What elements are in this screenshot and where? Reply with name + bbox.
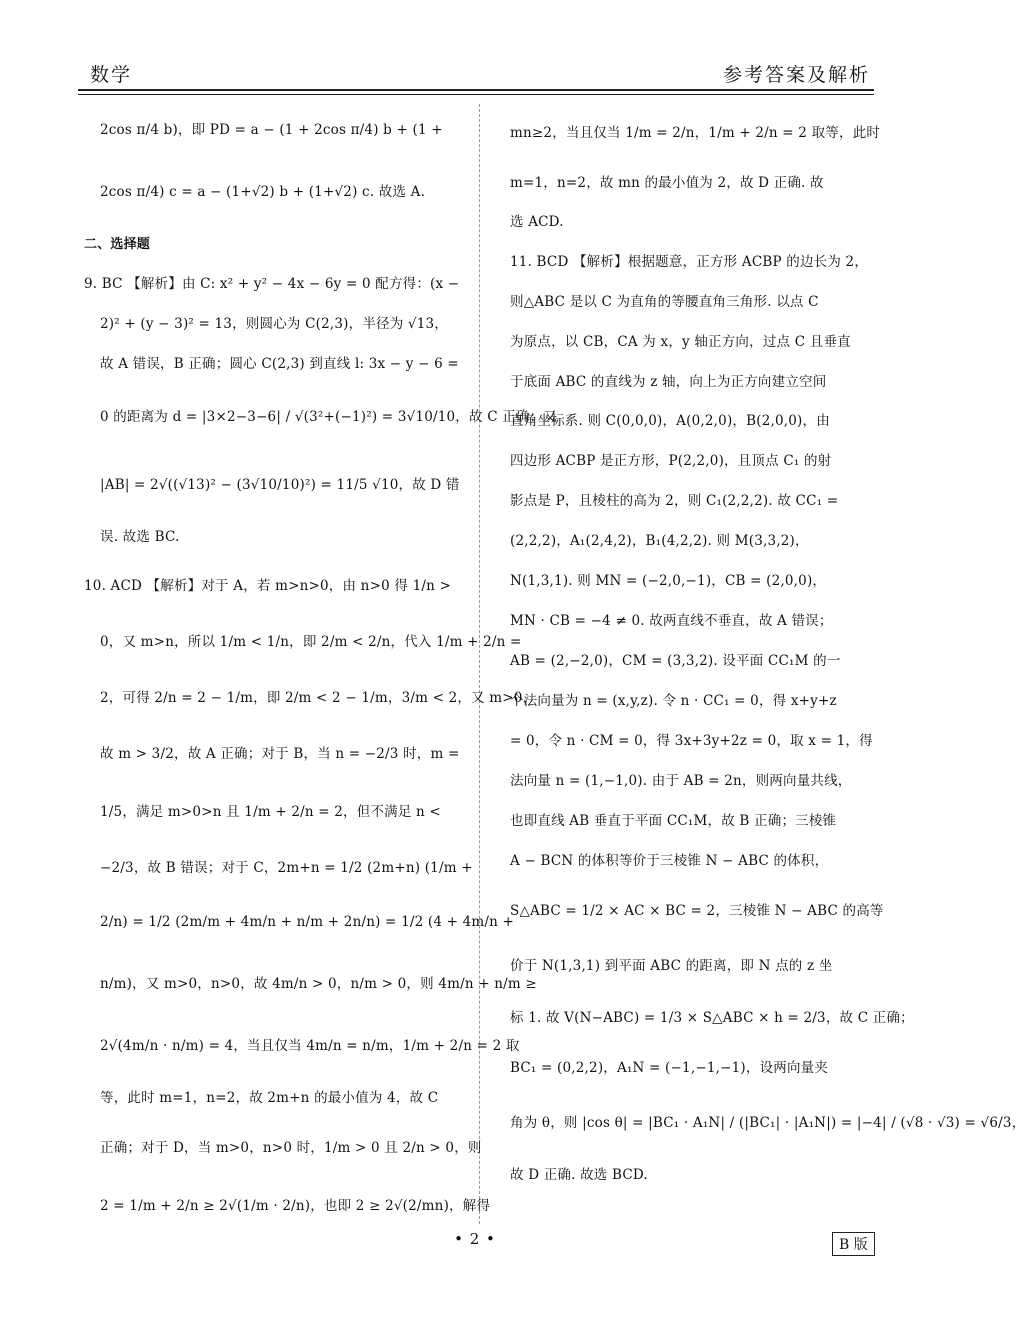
text-line: 正确；对于 D，当 m>0，n>0 时，1/m > 0 且 2/n > 0，则 [100,1140,482,1156]
text-line: −2/3，故 B 错误；对于 C，2m+n = 1/2 (2m+n) (1/m + [100,860,473,876]
text-line: 2 = 1/m + 2/n ≥ 2√(1/m · 2/n)，也即 2 ≥ 2√(2/mn)，解得 [100,1198,491,1214]
text-line: N(1,3,1). 则 MN = (−2,0,−1)，CB = (2,0,0)， [510,573,827,589]
text-line: 法向量 n = (1,−1,0). 由于 AB = 2n，则两向量共线， [510,773,852,789]
text-line: 为原点，以 CB，CA 为 x，y 轴正方向，过点 C 且垂直 [510,334,851,350]
text-line: 2，可得 2/n = 2 − 1/m，即 2/m < 2 − 1/m，3/m < 2，又 m>0， [100,690,537,706]
text-line: 也即直线 AB 垂直于平面 CC₁M，故 B 正确；三棱锥 [510,813,837,829]
text-line: n/m)，又 m>0，n>0，故 4m/n > 0，n/m > 0，则 4m/n + n/m ≥ [100,976,537,992]
column-divider [479,104,480,1224]
text-line: AB = (2,−2,0)，CM = (3,3,2). 设平面 CC₁M 的一 [510,653,841,669]
text-line: 0 的距离为 d = |3×2−3−6| / √(3²+(−1)²) = 3√10/10，故 C 正确；又 [100,409,558,425]
text-line: 2cos π/4) c = a − (1+√2) b + (1+√2) c. 故选 A. [100,184,426,200]
text-line: 选 ACD. [510,214,564,230]
page-number: • 2 • [454,1230,496,1248]
text-line: 1/5，满足 m>0>n 且 1/m + 2/n = 2，但不满足 n < [100,804,441,820]
text-line: 2/n) = 1/2 (2m/m + 4m/n + n/m + 2n/n) = 1/2 (4 + 4m/n + [100,914,515,930]
text-line: MN · CB = −4 ≠ 0. 故两直线不垂直，故 A 错误； [510,613,833,629]
text-line: 影点是 P，且棱柱的高为 2，则 C₁(2,2,2). 故 CC₁ = [510,493,839,509]
header-rule-thin [78,94,874,95]
text-line: 故 D 正确. 故选 BCD. [510,1167,648,1183]
text-line: mn≥2，当且仅当 1/m = 2/n，1/m + 2/n = 2 取等，此时 [510,125,881,141]
section-heading: 二、选择题 [84,237,151,252]
header-rule-thick [78,89,874,91]
text-line: 等，此时 m=1，n=2，故 2m+n 的最小值为 4，故 C [100,1090,439,1106]
text-line: 于底面 ABC 的直线为 z 轴，向上为正方向建立空间 [510,374,827,390]
text-line: 11. BCD 【解析】根据题意，正方形 ACBP 的边长为 2， [510,254,869,270]
text-line: 角为 θ，则 |cos θ| = |BC₁ · A₁N| / (|BC₁| · |A₁N|) = |−4| / (√8 · √3) = √6/3， [510,1115,1025,1131]
text-line: 故 A 错误，B 正确；圆心 C(2,3) 到直线 l: 3x − y − 6 = [100,356,459,372]
text-line: 则△ABC 是以 C 为直角的等腰直角三角形. 以点 C [510,294,819,310]
text-line: (2,2,2)，A₁(2,4,2)，B₁(4,2,2). 则 M(3,3,2)， [510,533,809,549]
text-line: |AB| = 2√((√13)² − (3√10/10)²) = 11/5 √10，故 D 错 [100,477,460,493]
text-line: 9. BC 【解析】由 C: x² + y² − 4x − 6y = 0 配方得：(x − [84,276,460,292]
text-line: 2cos π/4 b)，即 PD = a − (1 + 2cos π/4) b + (1 + [100,122,443,138]
text-line: 2√(4m/n · n/m) = 4，当且仅当 4m/n = n/m，1/m + 2/n = 2 取 [100,1038,520,1054]
text-line: 误. 故选 BC. [100,529,180,545]
subject-title: 数学 [90,64,133,86]
text-line: 标 1. 故 V(N−ABC) = 1/3 × S△ABC × h = 2/3，故 C 正确； [510,1010,914,1026]
text-line: A − BCN 的体积等价于三棱锥 N − ABC 的体积， [510,853,829,869]
text-line: BC₁ = (0,2,2)，A₁N = (−1,−1,−1)，设两向量夹 [510,1060,829,1076]
text-line: = 0，令 n · CM = 0，得 3x+3y+2z = 0，取 x = 1，得 [510,733,873,749]
text-line: 价于 N(1,3,1) 到平面 ABC 的距离，即 N 点的 z 坐 [510,958,833,974]
text-line: m=1，n=2，故 mn 的最小值为 2，故 D 正确. 故 [510,175,824,191]
text-line: 个法向量为 n = (x,y,z). 令 n · CC₁ = 0，得 x+y+z [510,693,837,709]
text-line: S△ABC = 1/2 × AC × BC = 2，三棱锥 N − ABC 的高等 [510,903,884,919]
version-badge: B 版 [832,1232,875,1256]
text-line: 直角坐标系. 则 C(0,0,0)，A(0,2,0)，B(2,0,0)，由 [510,413,830,429]
section-title: 参考答案及解析 [722,64,870,86]
text-line: 故 m > 3/2，故 A 正确；对于 B，当 n = −2/3 时，m = [100,746,460,762]
text-line: 10. ACD 【解析】对于 A，若 m>n>0，由 n>0 得 1/n > [84,578,451,594]
text-line: 2)² + (y − 3)² = 13，则圆心为 C(2,3)，半径为 √13， [100,316,448,332]
text-line: 四边形 ACBP 是正方形，P(2,2,0)，且顶点 C₁ 的射 [510,453,832,469]
text-line: 0，又 m>n，所以 1/m < 1/n，即 2/m < 2/n，代入 1/m + 2/n = [100,634,522,650]
